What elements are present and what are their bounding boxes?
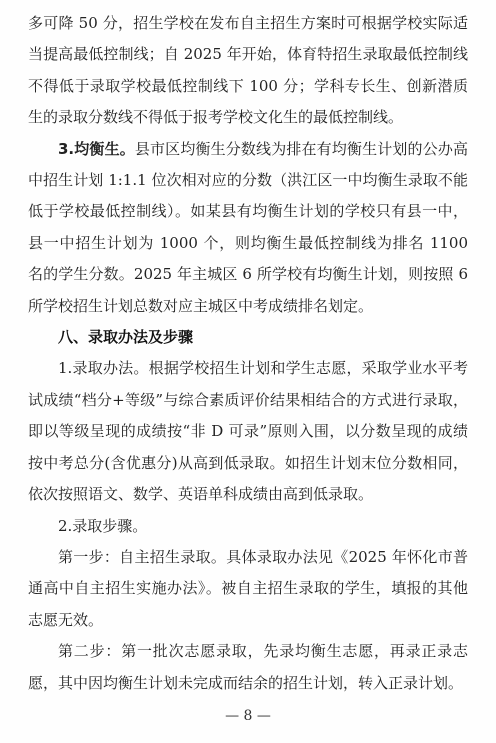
paragraph-step-one: 第一步：自主招生录取。具体录取办法见《2025 年怀化市普通高中自主招生实施办法》。被自主招生录取的学生，填报的其他志愿无效。 [28,547,468,629]
paragraph-lead-balanced: 3.均衡生。 [58,139,135,158]
paragraph-balanced-body: 县市区均衡生分数线为排在有均衡生计划的公办高中招生计划 1:1.1 位次相对应的分数（洪江区一中均衡生录取不能低于学校最低控制线）。如某县有均衡生计划的学校只有县一中，县一中招生计划为 1000 个，则均衡生最低控制线为排名 1100 名的学生分数。2025 年主城区 6 所学校有均衡生计划，则按照 6 所学校招生计划总数对应主城区中考成绩排名划定。 [28,139,468,315]
paragraph-step-two: 第二步：第一批次志愿录取，先录均衡生志愿，再录正录志愿，其中因均衡生计划未完成而结余的招生计划，转入正录计划。 [28,642,468,692]
paragraph-admission-method: 1.录取办法。根据学校招生计划和学生志愿，采取学业水平考试成绩“档分+等级”与综合素质评价结果相结合的方式进行录取，即以等级呈现的成绩按“非 D 可录”原则入围，以分数呈现的成绩按中考总分(含优惠分)从高到低录取。如招生计划末位分数相同，依次按照语文、数学、英语单科成绩由高到低录取。 [28,359,468,504]
document-body [28,8,468,699]
paragraph-balanced-students [28,134,468,322]
paragraph-admission-steps: 2.录取步骤。 [58,516,148,535]
section-heading-admission: 八、录取办法及步骤 [58,328,194,347]
page-number: — 8 — [225,708,271,724]
paragraph-score-reduction: 多可降 50 分，招生学校在发布自主招生方案时可根据学校实际适当提高最低控制线；自 2025 年开始，体育特招生录取最低控制线不得低于录取学校最低控制线下 100 分；学科专长生、创新潜质生的录取分数线不得低于报考学校文化生的最低控制线。 [28,14,468,127]
